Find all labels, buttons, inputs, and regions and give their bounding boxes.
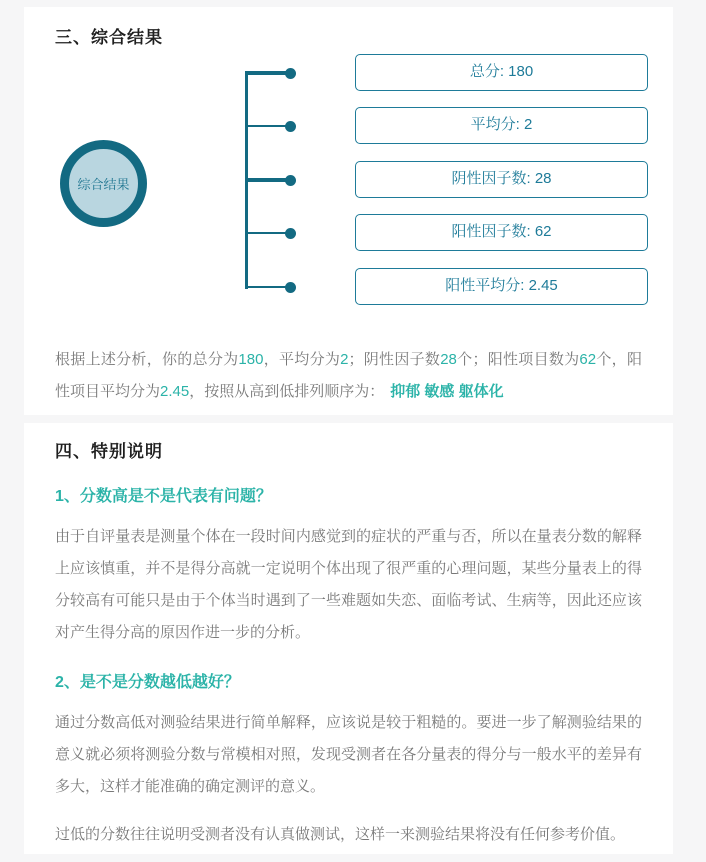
connector-branch-3 — [247, 178, 290, 182]
results-summary-paragraph — [55, 344, 642, 408]
note-paragraph-1: 由于自评量表是测量个体在一段时间内感觉到的症状的严重与否，所以在量表分数的解释上应该慎重，并不是得分高就一定说明个体出现了很严重的心理问题，某些分量表上的得分较高有可能只是由于个体当时遇到了一些难题如失恋、面临考试、生病等，因此还应该对产生得分高的原因作进一步的分析。 — [55, 528, 642, 641]
summary-text: 个，阳性项目平均分为 — [55, 351, 642, 400]
summary-text: ，按照从高到低排列顺序为： — [189, 383, 385, 400]
notes-section-title: 四、特别说明 — [55, 442, 163, 461]
results-section-title: 三、综合结果 — [55, 28, 163, 47]
summary-text: ，平均分为 — [263, 351, 341, 368]
summary-top-factors: 抑郁 敏感 躯体化 — [390, 383, 504, 400]
connector-branch-1 — [247, 71, 290, 75]
connector-branch-5 — [247, 286, 290, 288]
results-card — [24, 7, 673, 415]
summary-text: 根据上述分析，你的总分为 — [55, 351, 239, 368]
summary-text: ；阴性因子数 — [348, 351, 441, 368]
note-heading-1: 1、分数高是不是代表有问题？ — [55, 488, 272, 505]
summary-total-score-value: 180 — [238, 351, 264, 368]
stat-box-total-score: 总分: 180 — [355, 54, 648, 91]
notes-card — [24, 423, 673, 854]
stat-box-average-score: 平均分: 2 — [355, 107, 648, 144]
summary-positive-count-value: 62 — [579, 351, 597, 368]
connector-branch-2 — [247, 125, 290, 127]
summary-average-score-value: 2 — [340, 351, 349, 368]
results-diagram — [24, 49, 673, 344]
summary-positive-average-value: 2.45 — [160, 383, 190, 400]
note-paragraph-2: 通过分数高低对测验结果进行简单解释，应该说是较于粗糙的。要进一步了解测验结果的意义就必须将测验分数与常模相对照，发现受测者在各分量表的得分与一般水平的差异有多大，这样才能准确的确定测评的意义。 — [55, 714, 642, 795]
result-node-label: 综合结果 — [77, 177, 130, 192]
connector-dot-3 — [285, 175, 296, 186]
stat-box-negative-factors: 阴性因子数: 28 — [355, 161, 648, 198]
note-paragraph-3: 过低的分数往往说明受测者没有认真做测试，这样一来测验结果将没有任何参考价值。 — [55, 826, 626, 843]
note-heading-2: 2、是不是分数越低越好？ — [55, 674, 240, 691]
connector-dot-2 — [285, 121, 296, 132]
summary-negative-count-value: 28 — [440, 351, 457, 368]
connector-dot-1 — [285, 68, 296, 79]
connector-dot-5 — [285, 282, 296, 293]
connector-dot-4 — [285, 228, 296, 239]
summary-text: 个；阳性项目数为 — [456, 351, 580, 368]
stat-box-positive-average: 阳性平均分: 2.45 — [355, 268, 648, 305]
connector-branch-4 — [247, 232, 290, 234]
result-node-circle — [60, 140, 147, 227]
stat-box-positive-factors: 阳性因子数: 62 — [355, 214, 648, 251]
